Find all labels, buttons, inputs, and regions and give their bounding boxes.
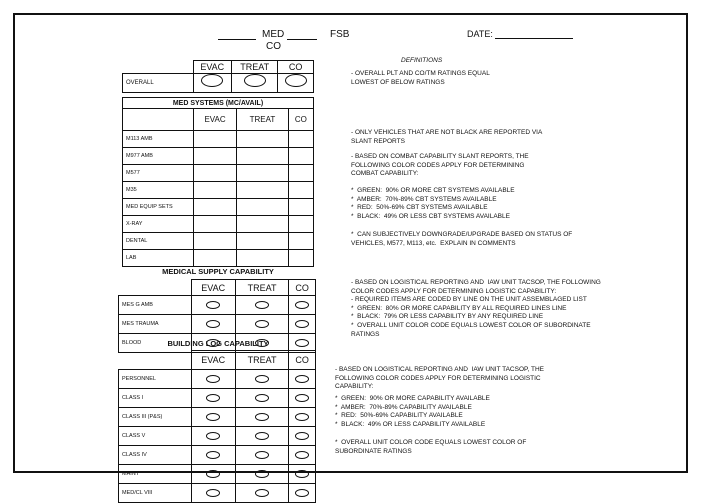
building-log-row-label: CLASS III (P&S)	[119, 408, 192, 427]
date-blank[interactable]	[495, 38, 573, 39]
med-systems-row-label: DENTAL	[123, 233, 194, 250]
co-rating-oval[interactable]	[295, 470, 309, 478]
med-systems-co-cell[interactable]	[288, 148, 313, 165]
medical-supply-row-label: BLOOD	[119, 334, 192, 353]
med-systems-treat-cell[interactable]	[237, 233, 289, 250]
med-systems-row-label: M35	[123, 182, 194, 199]
fsb-label: FSB	[330, 29, 350, 40]
med-systems-row-label: M113 AMB	[123, 131, 194, 148]
building-log-co-cell	[289, 389, 316, 408]
co-label: CO	[266, 41, 281, 52]
med-systems-treat-cell[interactable]	[237, 131, 289, 148]
med-label: MED	[262, 29, 285, 40]
med-systems-co-cell[interactable]	[288, 199, 313, 216]
definitions-log: - BASED ON LOGISTICAL REPORTING AND IAW UNIT TACSOP, THE FOLLOWING COLOR CODES APPLY FOR DETERMINING LOGISTIC CAPABILITY:	[335, 366, 545, 391]
treat-rating-oval[interactable]	[255, 451, 269, 459]
med-systems-table	[122, 97, 314, 267]
med-systems-co-cell[interactable]	[288, 131, 313, 148]
table-row	[119, 296, 316, 315]
building-log-row-label: CLASS IV	[119, 446, 192, 465]
med-systems-row-label: LAB	[123, 250, 194, 267]
building-log-treat-cell	[235, 446, 288, 465]
definitions-overall: - OVERALL PLT AND CO/TM RATINGS EQUAL LOWEST OF BELOW RATINGS	[351, 70, 490, 86]
treat-rating-oval[interactable]	[255, 470, 269, 478]
col-evac: EVAC	[191, 280, 235, 296]
building-log-treat-cell	[235, 408, 288, 427]
table-row	[119, 465, 316, 484]
building-log-co-cell	[289, 408, 316, 427]
evac-rating-oval[interactable]	[206, 413, 220, 421]
co-rating-oval[interactable]	[295, 394, 309, 402]
table-row	[123, 131, 314, 148]
co-rating-oval[interactable]	[295, 301, 309, 309]
med-systems-evac-cell[interactable]	[194, 233, 237, 250]
col-treat: TREAT	[235, 351, 288, 370]
definitions-slant: - ONLY VEHICLES THAT ARE NOT BLACK ARE REPORTED VIA SLANT REPORTS	[351, 129, 543, 145]
col-co: CO	[289, 351, 316, 370]
building-log-evac-cell	[191, 370, 235, 389]
overall-co-rating[interactable]	[285, 74, 307, 87]
med-systems-evac-cell[interactable]	[194, 131, 237, 148]
table-row	[123, 165, 314, 182]
building-log-row-label: PERSONNEL	[119, 370, 192, 389]
co-rating-oval[interactable]	[295, 451, 309, 459]
building-log-treat-cell	[235, 389, 288, 408]
building-log-evac-cell	[191, 484, 235, 503]
medical-supply-row-label: MES TRAUMA	[119, 315, 192, 334]
med-systems-co-cell[interactable]	[288, 233, 313, 250]
medical-supply-evac-cell	[191, 296, 235, 315]
med-systems-treat-cell[interactable]	[237, 148, 289, 165]
building-log-title: BUILDING LOG CAPABILITY	[167, 339, 269, 348]
med-systems-corner	[123, 109, 194, 131]
med-systems-evac-cell[interactable]	[194, 250, 237, 267]
med-blank[interactable]	[218, 39, 256, 40]
table-row	[123, 250, 314, 267]
medical-supply-title: MEDICAL SUPPLY CAPABILITY	[162, 267, 274, 276]
evac-rating-oval[interactable]	[206, 470, 220, 478]
date-label: DATE:	[467, 29, 493, 39]
definitions-supply: - BASED ON LOGISTICAL REPORTING AND IAW UNIT TACSOP, THE FOLLOWING COLOR CODES APPLY FOR DETERMINING LOGISTIC CAPABILITY: - REQUIRED ITEMS ARE CODED BY LINE ON THE UNIT ASSEMBLAGED LIST * GREEN: 80% OR MORE CAPABILITY BY ALL REQUIRED LINES LINE * BLACK: 79% OR LESS CAPABILITY BY ANY REQUIRED LINE * OVERALL UNIT COLOR CODE EQUALS LOWEST COLOR OF SUBORDINATE RATINGS	[351, 279, 601, 338]
col-evac: EVAC	[191, 351, 235, 370]
col-evac: EVAC	[194, 109, 237, 131]
treat-rating-oval[interactable]	[255, 413, 269, 421]
table-row	[123, 182, 314, 199]
col-treat: TREAT	[237, 109, 289, 131]
treat-rating-oval[interactable]	[255, 320, 269, 328]
building-log-evac-cell	[191, 389, 235, 408]
col-co: CO	[288, 109, 313, 131]
table-row	[123, 199, 314, 216]
medical-supply-row-label: MES G AMB	[119, 296, 192, 315]
building-log-treat-cell	[235, 484, 288, 503]
med-systems-co-cell[interactable]	[288, 182, 313, 199]
table-row	[119, 446, 316, 465]
building-log-evac-cell	[191, 465, 235, 484]
building-log-row-label: CLASS V	[119, 427, 192, 446]
building-log-co-cell	[289, 484, 316, 503]
table-row	[123, 233, 314, 250]
med-systems-treat-cell[interactable]	[237, 165, 289, 182]
evac-rating-oval[interactable]	[206, 375, 220, 383]
definitions-log-overall: * OVERALL UNIT COLOR CODE EQUALS LOWEST COLOR OF SUBORDINATE RATINGS	[335, 439, 527, 455]
definitions-downgrade: * CAN SUBJECTIVELY DOWNGRADE/UPGRADE BASED ON STATUS OF VEHICLES, M577, M113, etc. EXPLAIN IN COMMENTS	[351, 231, 573, 247]
table-row	[119, 370, 316, 389]
col-co: CO	[278, 61, 314, 74]
definitions-combat-codes: * GREEN: 90% OR MORE CBT SYSTEMS AVAILABLE * AMBER: 70%-89% CBT SYSTEMS AVAILABLE * RED: 50%-69% CBT SYSTEMS AVAILABLE * BLACK: 49% OR LESS CBT SYSTEMS AVAILABLE	[351, 187, 515, 220]
overall-evac-rating[interactable]	[201, 74, 223, 87]
overall-treat-rating[interactable]	[244, 74, 266, 87]
med-systems-row-label: X-RAY	[123, 216, 194, 233]
table-row	[123, 148, 314, 165]
building-log-co-cell	[289, 465, 316, 484]
building-log-treat-cell	[235, 465, 288, 484]
evac-rating-oval[interactable]	[206, 432, 220, 440]
medical-supply-evac-cell	[191, 315, 235, 334]
building-log-table	[118, 350, 316, 503]
building-log-evac-cell	[191, 446, 235, 465]
building-log-treat-cell	[235, 370, 288, 389]
building-log-corner	[119, 351, 192, 370]
col-treat: TREAT	[232, 61, 278, 74]
table-row	[119, 408, 316, 427]
building-log-co-cell	[289, 427, 316, 446]
co-rating-oval[interactable]	[295, 320, 309, 328]
med-systems-treat-cell[interactable]	[237, 199, 289, 216]
med-systems-co-cell[interactable]	[288, 216, 313, 233]
med-systems-row-label: M977 AMB	[123, 148, 194, 165]
medical-supply-co-cell	[289, 315, 316, 334]
med-systems-evac-cell[interactable]	[194, 165, 237, 182]
co-rating-oval[interactable]	[295, 375, 309, 383]
evac-rating-oval[interactable]	[206, 394, 220, 402]
treat-rating-oval[interactable]	[255, 375, 269, 383]
definitions-title: DEFINITIONS	[401, 57, 443, 64]
evac-rating-oval[interactable]	[206, 451, 220, 459]
table-row	[119, 315, 316, 334]
overall-table	[122, 60, 314, 93]
med-systems-row-label: MED EQUIP SETS	[123, 199, 194, 216]
overall-corner	[123, 61, 194, 74]
med-systems-treat-cell[interactable]	[237, 250, 289, 267]
medical-supply-co-cell	[289, 296, 316, 315]
med-systems-treat-cell[interactable]	[237, 182, 289, 199]
med-systems-evac-cell[interactable]	[194, 182, 237, 199]
med-systems-co-cell[interactable]	[288, 165, 313, 182]
med-systems-treat-cell[interactable]	[237, 216, 289, 233]
evac-rating-oval[interactable]	[206, 320, 220, 328]
med-systems-evac-cell[interactable]	[194, 199, 237, 216]
evac-rating-oval[interactable]	[206, 489, 220, 497]
building-log-treat-cell	[235, 427, 288, 446]
building-log-row-label: MED/CL VIII	[119, 484, 192, 503]
med-systems-evac-cell[interactable]	[194, 216, 237, 233]
table-row	[119, 427, 316, 446]
table-row	[119, 484, 316, 503]
co-rating-oval[interactable]	[295, 489, 309, 497]
col-treat: TREAT	[235, 280, 288, 296]
treat-rating-oval[interactable]	[255, 489, 269, 497]
medical-supply-treat-cell	[235, 315, 288, 334]
evac-rating-oval[interactable]	[206, 301, 220, 309]
form-frame	[13, 13, 688, 496]
table-row	[119, 389, 316, 408]
definitions-combat: - BASED ON COMBAT CAPABILITY SLANT REPORTS, THE FOLLOWING COLOR CODES APPLY FOR DETERMINING COMBAT CAPABILITY:	[351, 153, 529, 178]
building-log-row-label: MAINT	[119, 465, 192, 484]
treat-rating-oval[interactable]	[255, 432, 269, 440]
building-log-co-cell	[289, 446, 316, 465]
co-rating-oval[interactable]	[295, 432, 309, 440]
building-log-row-label: CLASS I	[119, 389, 192, 408]
med-systems-co-cell[interactable]	[288, 250, 313, 267]
treat-rating-oval[interactable]	[255, 301, 269, 309]
table-row	[123, 216, 314, 233]
med-systems-title: MED SYSTEMS (MC/AVAIL)	[123, 98, 314, 109]
definitions-log-codes: * GREEN: 90% OR MORE CAPABILITY AVAILABLE * AMBER: 70%-89% CAPABILITY AVAILABLE * RED: 50%-69% CAPABILITY AVAILABLE * BLACK: 49% OR LESS CAPABILITY AVAILABLE	[335, 395, 490, 428]
medical-supply-treat-cell	[235, 296, 288, 315]
medical-supply-corner	[119, 280, 192, 296]
building-log-evac-cell	[191, 408, 235, 427]
med-systems-row-label: M577	[123, 165, 194, 182]
building-log-evac-cell	[191, 427, 235, 446]
row-overall: OVERALL	[123, 74, 194, 93]
building-log-co-cell	[289, 370, 316, 389]
co-blank[interactable]	[287, 39, 317, 40]
co-rating-oval[interactable]	[295, 413, 309, 421]
treat-rating-oval[interactable]	[255, 394, 269, 402]
col-co: CO	[289, 280, 316, 296]
med-systems-evac-cell[interactable]	[194, 148, 237, 165]
col-evac: EVAC	[193, 61, 232, 74]
